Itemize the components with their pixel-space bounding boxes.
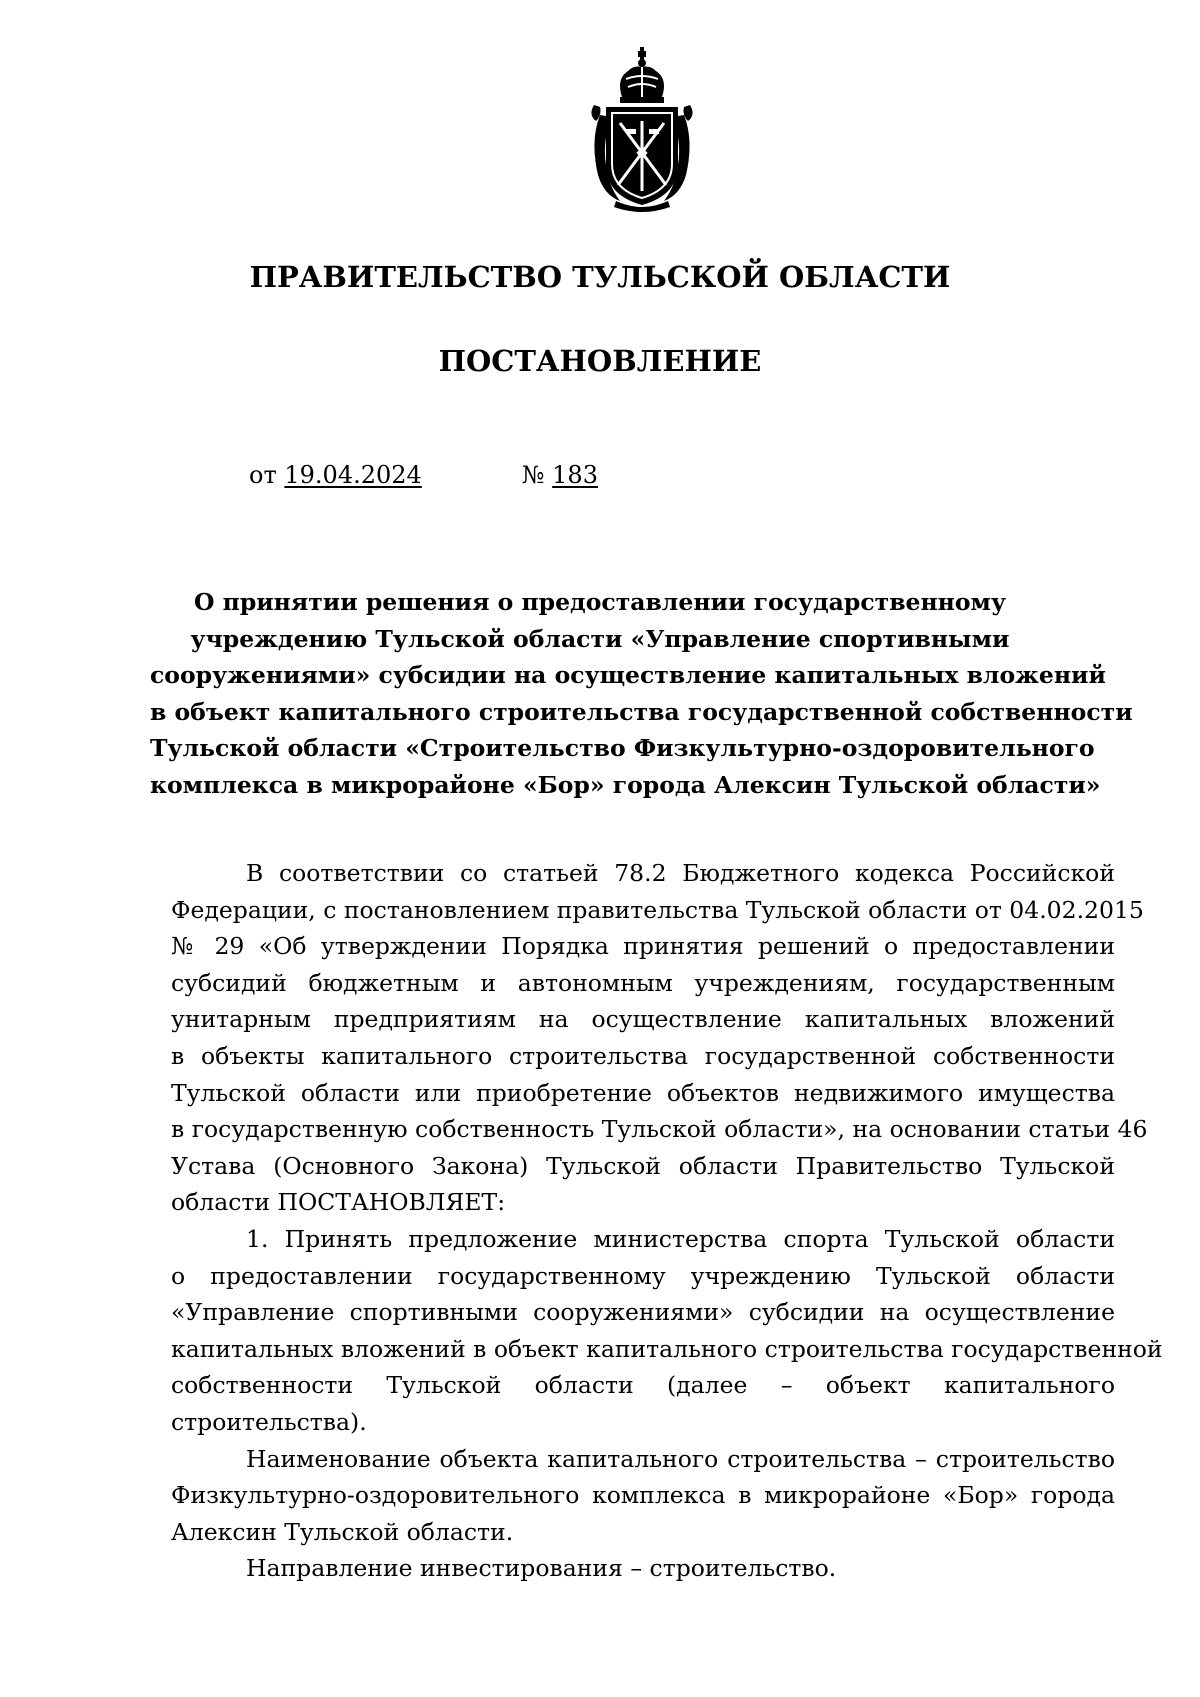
body-line: 1. Принять предложение министерства спорта Тульской области xyxy=(246,1224,1115,1253)
document-subject xyxy=(150,584,1133,803)
body-line: строительства). xyxy=(171,1407,367,1436)
body-line: В соответствии со статьей 78.2 Бюджетного кодекса Российской xyxy=(246,859,1115,887)
body-line: капитальных вложений в объект капитального строительства государственной xyxy=(171,1334,1163,1363)
subject-line: в объект капитального строительства государственной собственности xyxy=(150,697,1133,726)
subject-line: комплекса в микрорайоне «Бор» города Алексин Тульской области» xyxy=(150,770,1101,799)
subject-line: О принятии решения о предоставлении государственному xyxy=(193,588,1007,616)
date-number-line xyxy=(249,461,598,489)
body-line: Устава (Основного Закона) Тульской области Правительство Тульской xyxy=(171,1151,1115,1180)
body-line: Тульской области или приобретение объектов недвижимого имущества xyxy=(171,1078,1115,1107)
subject-line: учреждению Тульской области «Управление спортивными xyxy=(190,624,1010,653)
body-line: «Управление спортивными сооружениями» субсидии на осуществление xyxy=(171,1298,1115,1327)
body-line: Направление инвестирования – строительство. xyxy=(246,1554,837,1583)
body-line: Федерации, с постановлением правительства Тульской области от 04.02.2015 xyxy=(171,895,1144,924)
date-prefix: от xyxy=(249,461,277,489)
coat-of-arms-emblem xyxy=(586,45,698,213)
body-line: в объекты капитального строительства государственной собственности xyxy=(171,1041,1115,1070)
body-line: субсидий бюджетным и автономным учреждениям, государственным xyxy=(171,968,1115,997)
document-body xyxy=(171,855,1163,1587)
document-number: 183 xyxy=(552,461,598,489)
subject-line: сооружениями» субсидии на осуществление капитальных вложений xyxy=(150,661,1106,689)
subject-line: Тульской области «Строительство Физкультурно-оздоровительного xyxy=(150,734,1095,762)
document-type-heading: ПОСТАНОВЛЕНИЕ xyxy=(438,344,762,378)
body-line: области ПОСТАНОВЛЯЕТ: xyxy=(171,1188,506,1217)
body-line: собственности Тульской области (далее – объект капитального xyxy=(171,1371,1115,1400)
body-line: Наименование объекта капитального строительства – строительство xyxy=(246,1444,1115,1473)
body-line: № 29 «Об утверждении Порядка принятия решений о предоставлении xyxy=(171,932,1115,961)
document-date: 19.04.2024 xyxy=(284,461,422,489)
body-line: Физкультурно-оздоровительного комплекса в микрорайоне «Бор» города xyxy=(171,1481,1115,1510)
number-prefix: № xyxy=(521,461,545,489)
body-line: Алексин Тульской области. xyxy=(171,1517,514,1546)
body-line: в государственную собственность Тульской области», на основании статьи 46 xyxy=(171,1115,1148,1144)
body-line: о предоставлении государственному учреждению Тульской области xyxy=(171,1261,1115,1290)
body-line: унитарным предприятиям на осуществление капитальных вложений xyxy=(171,1005,1115,1034)
tula-coat-of-arms-icon xyxy=(586,45,698,213)
government-name-heading: ПРАВИТЕЛЬСТВО ТУЛЬСКОЙ ОБЛАСТИ xyxy=(249,260,951,294)
